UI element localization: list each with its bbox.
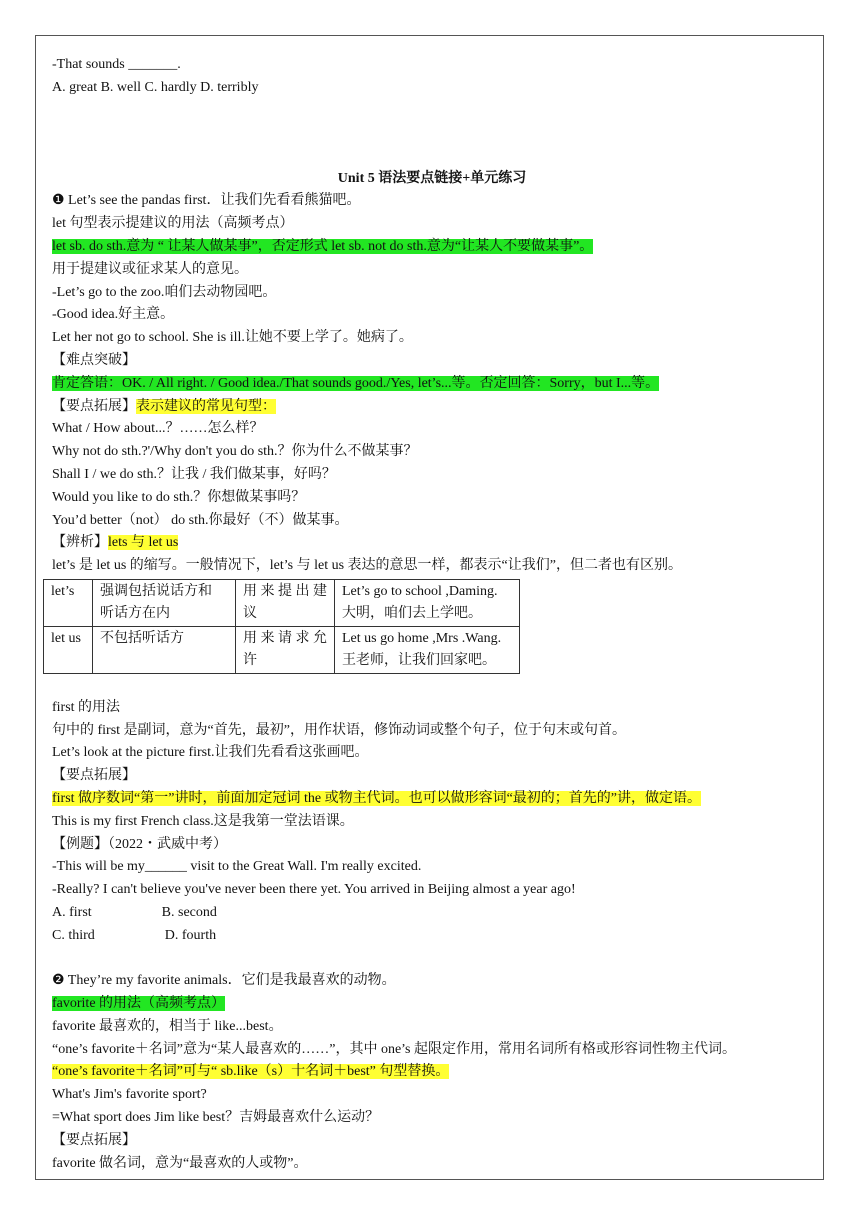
bracket-heading: 【要点拓展】 [52,1132,136,1148]
comparison-table [43,579,520,674]
pattern-line: What / How about...？……怎么样？ [52,421,264,437]
bracket-heading: 【要点拓展】 [52,768,136,784]
bracket-heading: 【要点拓展】 [52,398,136,414]
table-cell: 不包括听话方 [93,626,236,673]
section-heading: first 的用法 [52,699,121,715]
table-cell: 强调包括说话方和 听话方在内 [93,579,236,626]
pattern-line: Shall I / we do sth.？让我 / 我们做某事，好吗？ [52,466,336,482]
highlighted-rule: let sb. do sth.意为 “ 让某人做某事”，否定形式 let sb. not do sth.意为“让某人不要做某事”。 [52,238,594,254]
question-line: -This will be my______ visit to the Great Wall. I'm really excited. [52,859,422,875]
table-cell: let’s [44,579,93,626]
highlighted-heading: lets 与 let us [108,535,179,551]
example-line: This is my first French class.这是我第一堂法语课。 [52,813,354,829]
example-line: Let’s look at the picture first.让我们先看看这张画吧。 [52,745,369,761]
table-cell: 用 来 提 出 建 议 [236,579,335,626]
table-cell: 用 来 请 求 允 许 [236,626,335,673]
text-line: 用于提建议或征求某人的意见。 [52,261,248,277]
question-line: -Really? I can't believe you've never been there yet. You arrived in Beijing almost a year ago! [52,882,576,898]
table-cell: Let’s go to school ,Daming. 大明，咱们去上学吧。 [335,579,520,626]
table-row [44,626,520,673]
answer-options: A. first B. second [52,904,217,920]
pattern-line: Would you like to do sth.？你想做某事吗？ [52,489,306,505]
highlighted-note: “one’s favorite＋名词”可与“ sb.like（s）十名词＋best” 句型替换。 [52,1064,450,1080]
example-line: -Good idea.好主意。 [52,307,175,323]
highlighted-heading: favorite 的用法（高频考点） [52,996,226,1012]
highlighted-note: first 做序数词“第一”讲时，前面加定冠词 the 或物主代词。也可以做形容词“最初的；首先的”讲，做定语。 [52,790,702,806]
dialog-line: -That sounds _______. [52,57,181,72]
page-title: Unit 5 语法要点链接+单元练习 [337,170,527,186]
answer-options: A. great B. well C. hardly D. terribly [52,79,259,95]
bracket-heading: 【难点突破】 [52,352,136,368]
text-line: let 句型表示提建议的用法（高频考点） [52,216,294,232]
table-cell: Let us go home ,Mrs .Wang. 王老师，让我们回家吧。 [335,626,520,673]
answer-options: C. third D. fourth [52,927,217,943]
pattern-line: Why not do sth.?'/Why don't you do sth.？你为什么不做某事？ [52,444,418,460]
text-line: 句中的 first 是副词，意为“首先，最初”，用作状语，修饰动词或整个句子，位于句末或句首。 [52,722,626,738]
example-line: Let her not go to school. She is ill.让她不要上学了。她病了。 [52,330,413,346]
table-cell: let us [44,626,93,673]
example-line: =What sport does Jim like best？吉姆最喜欢什么运动？ [52,1110,380,1126]
highlighted-heading: 表示建议的常见句型： [136,398,276,414]
text-line: “one’s favorite＋名词”意为“某人最喜欢的……”，其中 one’s 起限定作用，常用名词所有格或形容词性物主代词。 [52,1041,736,1057]
section-2-heading: ❷ They’re my favorite animals．它们是我最喜欢的动物。 [52,973,396,989]
document-body [52,54,812,1175]
table-row [44,579,520,626]
example-line: What's Jim's favorite sport? [52,1087,207,1103]
example-line: -Let’s go to the zoo.咱们去动物园吧。 [52,284,277,300]
text-line: favorite 最喜欢的，相当于 like...best。 [52,1018,283,1034]
section-1-heading: ❶ Let’s see the pandas first．让我们先看看熊猫吧。 [52,193,361,209]
pattern-line: You’d better（not） do sth.你最好（不）做某事。 [52,512,349,528]
highlighted-answers: 肯定答语：OK. / All right. / Good idea./That sounds good./Yes, let’s...等。否定回答：Sorry，but I...等。 [52,375,660,391]
bracket-heading: 【例题】（2022・武威中考） [52,836,227,852]
text-line: favorite 做名词，意为“最喜欢的人或物”。 [52,1155,308,1171]
text-line: let’s 是 let us 的缩写。一般情况下，let’s 与 let us 表达的意思一样，都表示“让我们”，但二者也有区别。 [52,558,682,574]
bracket-heading: 【辨析】 [52,535,108,551]
